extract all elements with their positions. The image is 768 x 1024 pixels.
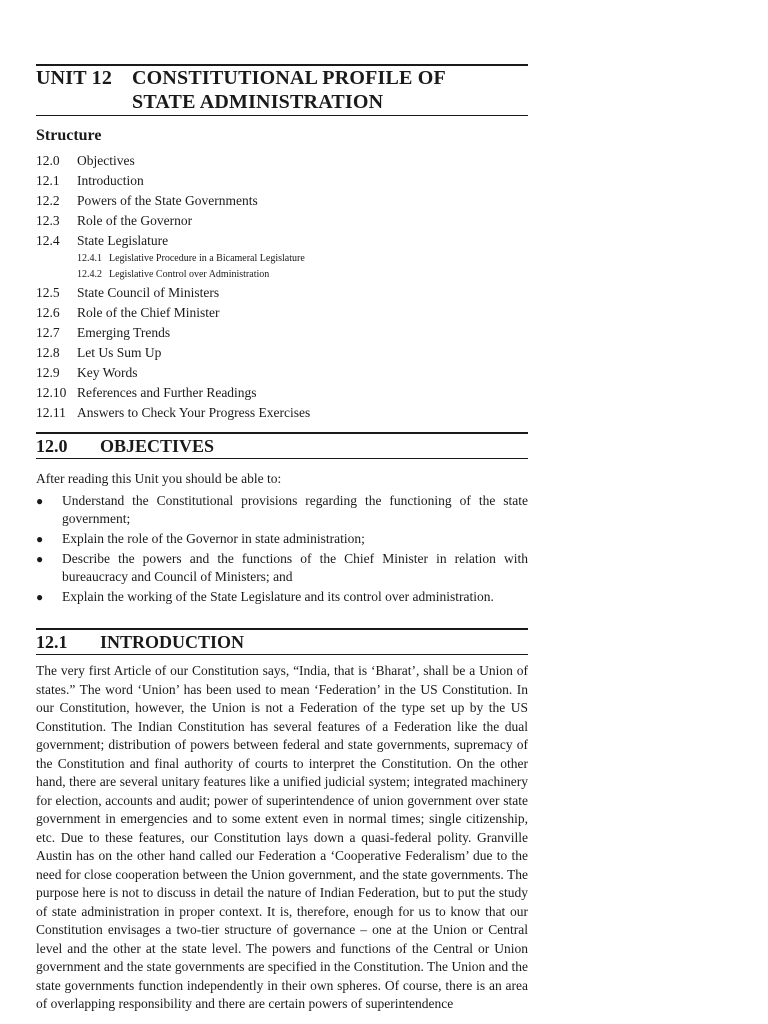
unit-number: UNIT 12 — [36, 67, 113, 89]
section-heading — [36, 434, 528, 458]
objectives-heading-block — [36, 432, 528, 459]
section-title: INTRODUCTION — [100, 632, 245, 652]
toc-item-number: 12.11 — [36, 405, 66, 420]
list-item — [36, 530, 528, 548]
toc-item-number: 12.9 — [36, 365, 60, 380]
introduction-paragraph — [36, 662, 528, 1014]
toc-item — [36, 403, 528, 423]
toc-item-label: Objectives — [77, 153, 135, 168]
toc-item-number: 12.4 — [36, 233, 60, 248]
section-bottom-rule — [36, 458, 528, 459]
bullet-icon: ● — [36, 590, 44, 604]
toc-item-number: 12.3 — [36, 213, 60, 228]
list-item-text: Understand the Constitutional provisions regarding the functioning of the state government; — [62, 493, 528, 526]
toc-item-label: References and Further Readings — [77, 385, 257, 400]
list-item — [36, 588, 528, 606]
list-item-text: Describe the powers and the functions of the Chief Minister in relation with bureaucracy and Council of Ministers; and — [62, 551, 528, 584]
table-of-contents — [36, 151, 528, 423]
toc-item — [36, 363, 528, 383]
toc-item — [36, 383, 528, 403]
toc-item-label: Role of the Chief Minister — [77, 305, 220, 320]
section-heading — [36, 630, 528, 654]
toc-item-label: State Legislature — [77, 233, 169, 248]
introduction-heading-block — [36, 628, 528, 655]
toc-subitem — [36, 251, 528, 267]
toc-item — [36, 151, 528, 171]
unit-title-block — [36, 64, 528, 116]
toc-subitem-number: 12.4.2 — [77, 269, 102, 280]
toc-item — [36, 231, 528, 251]
unit-heading — [36, 66, 528, 114]
toc-item-label: Introduction — [77, 173, 144, 188]
toc-subitem-label: Legislative Control over Administration — [109, 269, 270, 280]
toc-item-number: 12.10 — [36, 385, 67, 400]
section-number: 12.0 — [36, 436, 68, 456]
toc-item-number: 12.8 — [36, 345, 60, 360]
toc-item — [36, 171, 528, 191]
toc-item-number: 12.7 — [36, 325, 60, 340]
section-number: 12.1 — [36, 632, 68, 652]
toc-item-label: Powers of the State Governments — [77, 193, 258, 208]
toc-item-label: State Council of Ministers — [77, 285, 220, 300]
toc-item-label: Key Words — [77, 365, 138, 380]
structure-heading: Structure — [36, 127, 102, 144]
toc-subitem-number: 12.4.1 — [77, 253, 102, 264]
toc-item — [36, 303, 528, 323]
bullet-icon: ● — [36, 532, 44, 546]
toc-item-number: 12.5 — [36, 285, 60, 300]
toc-subitem-label: Legislative Procedure in a Bicameral Legislature — [109, 253, 305, 264]
section-bottom-rule — [36, 654, 528, 655]
toc-item — [36, 323, 528, 343]
toc-item-number: 12.6 — [36, 305, 60, 320]
toc-item — [36, 283, 528, 303]
section-title: OBJECTIVES — [100, 436, 215, 456]
title-bottom-rule — [36, 115, 528, 116]
list-item — [36, 550, 528, 586]
objectives-list — [36, 492, 528, 608]
paragraph-text: The very first Article of our Constitution says, “India, that is ‘Bharat’, shall be a Union of states.” The word ‘Union’ has been used to mean ‘Federation’ in the US Constitution. In our Constitution, however, the Union is not a Federation of the type set up by the US Constitution. The Indian Constitution has several features of a Federation like the dual government; distribution of powers between federal and state governments, supremacy of the Constitution and final authority of courts to interpret the Constitution. On the other hand, there are several unitary features like a unified judicial system; integrated machinery for election, accounts and audit; power of superintendence of union government over state government in emergencies and to some extent even in normal times; single citizenship, etc. Due to these features, our Constitution lays down a quasi-federal polity. Granville Austin has on the other hand called our Federation a ‘Cooperative Federalism’ due to the need for close cooperation between the Union government, and the state governments. The purpose here is not to discuss in detail the nature of Indian Federation, but to put the study of state administration in proper context. It is, therefore, enough for us to know that our Constitution envisages a two-tier structure of governance – one at the Union or Central level and the other at the state level. The powers and functions of the Central or Union government and the state governments are specified in the Constitution. The Union and the state governments function independently in their own spheres. Of course, there is an area of overlapping responsibility and there are certain powers of superintendence — [36, 663, 528, 1011]
list-item-text: Explain the working of the State Legislature and its control over administration. — [62, 589, 494, 604]
toc-subitem — [36, 267, 528, 283]
list-item — [36, 492, 528, 528]
bullet-icon: ● — [36, 494, 44, 508]
toc-item-label: Answers to Check Your Progress Exercises — [77, 405, 311, 420]
toc-item — [36, 191, 528, 211]
toc-item-label: Role of the Governor — [77, 213, 193, 228]
unit-title-line-2: STATE ADMINISTRATION — [132, 91, 384, 113]
toc-item-number: 12.2 — [36, 193, 60, 208]
list-item-text: Explain the role of the Governor in state administration; — [62, 531, 365, 546]
toc-item — [36, 211, 528, 231]
toc-item-number: 12.1 — [36, 173, 60, 188]
toc-item-number: 12.0 — [36, 153, 60, 168]
toc-item-label: Emerging Trends — [77, 325, 171, 340]
unit-title-text — [132, 66, 446, 114]
toc-item-label: Let Us Sum Up — [77, 345, 162, 360]
toc-item — [36, 343, 528, 363]
objectives-intro: After reading this Unit you should be able to: — [36, 471, 282, 486]
unit-title-line-1: CONSTITUTIONAL PROFILE OF — [132, 67, 446, 89]
bullet-icon: ● — [36, 552, 44, 566]
